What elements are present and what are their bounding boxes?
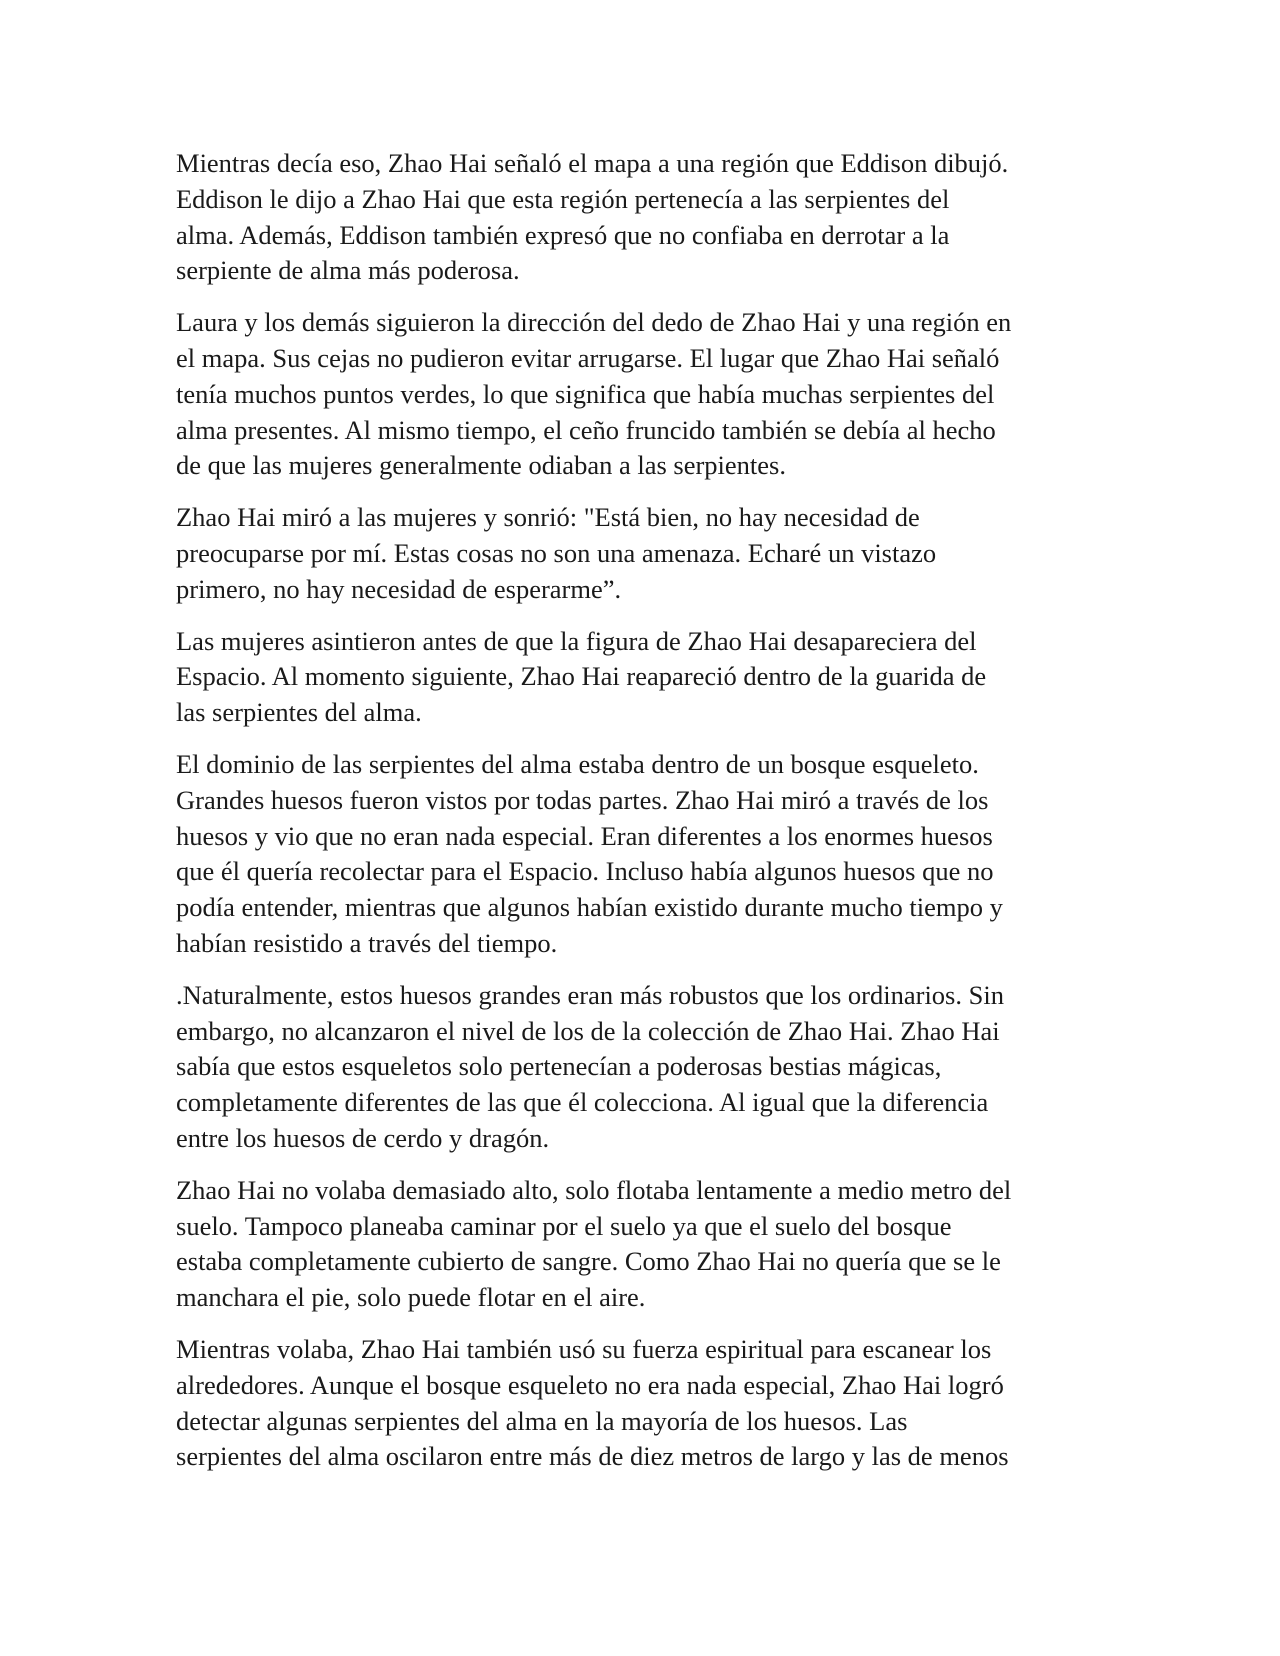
paragraph: El dominio de las serpientes del alma estaba dentro de un bosque esqueleto. Grandes huesos fueron vistos por todas partes. Zhao Hai miró a través de los huesos y vio que no eran nada especial. Eran diferentes a los enormes huesos que él quería recolectar para el Espacio. Incluso había algunos huesos que no podía entender, mientras que algunos habían existido durante mucho tiempo y habían resistido a través del tiempo. xyxy=(176,748,1003,958)
paragraph: Mientras decía eso, Zhao Hai señaló el mapa a una región que Eddison dibujó. Eddison le dijo a Zhao Hai que esta región pertenecía a las serpientes del alma. Además, Eddison también expresó que no confiaba en derrotar a la serpiente de alma más poderosa. xyxy=(176,148,1009,286)
paragraph: Mientras volaba, Zhao Hai también usó su fuerza espiritual para escanear los alrededores. Aunque el bosque esqueleto no era nada especial, Zhao Hai logró detectar algunas serpientes del alma en la mayoría de los huesos. Las serpientes del alma oscilaron entre más de diez metros de largo y las de menos xyxy=(176,1333,1009,1472)
paragraph: Las mujeres asintieron antes de que la figura de Zhao Hai desapareciera del Espacio. Al momento siguiente, Zhao Hai reapareció dentro de la guarida de las serpientes del alma. xyxy=(176,625,987,728)
paragraph: .Naturalmente, estos huesos grandes eran más robustos que los ordinarios. Sin embargo, no alcanzaron el nivel de los de la colección de Zhao Hai. Zhao Hai sabía que estos esqueletos solo pertenecían a poderosas bestias mágicas, completamente diferentes de las que él colecciona. Al igual que la diferencia entre los huesos de cerdo y dragón. xyxy=(176,979,1004,1153)
paragraph: Zhao Hai miró a las mujeres y sonrió: "Está bien, no hay necesidad de preocuparse por mí. Estas cosas no son una amenaza. Echaré un vistazo primero, no hay necesidad de esperarme”. xyxy=(176,502,937,604)
paragraph: Zhao Hai no volaba demasiado alto, solo flotaba lentamente a medio metro del suelo. Tampoco planeaba caminar por el suelo ya que el suelo del bosque estaba completamente cubierto de sangre. Como Zhao Hai no quería que se le manchara el pie, solo puede flotar en el aire. xyxy=(176,1174,1012,1313)
document-body xyxy=(176,146,1106,1491)
paragraph: Laura y los demás siguieron la dirección del dedo de Zhao Hai y una región en el mapa. Sus cejas no pudieron evitar arrugarse. El lugar que Zhao Hai señaló tenía muchos puntos verdes, lo que significa que había muchas serpientes del alma presentes. Al mismo tiempo, el ceño fruncido también se debía al hecho de que las mujeres generalmente odiaban a las serpientes. xyxy=(176,307,1012,481)
